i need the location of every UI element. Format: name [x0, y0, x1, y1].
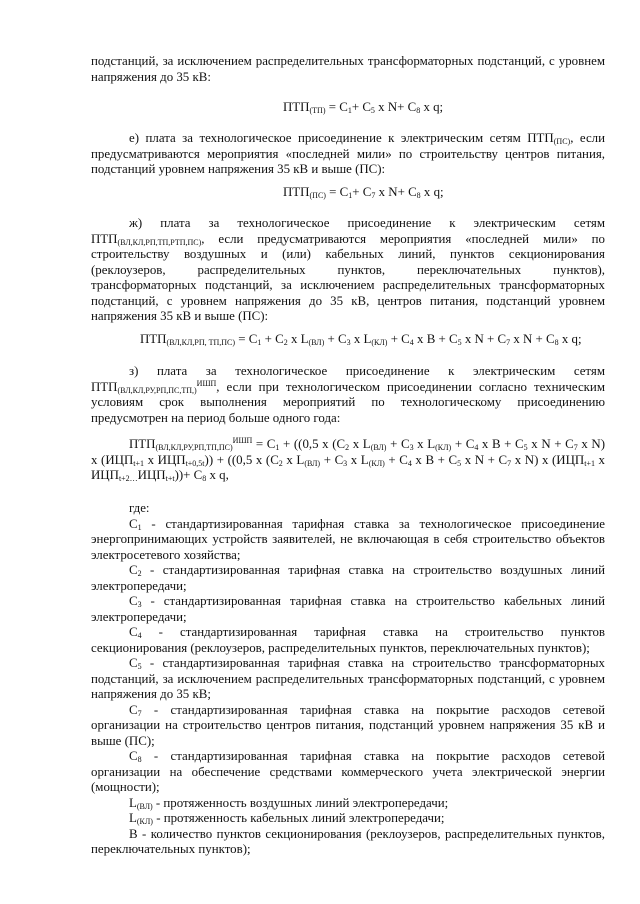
- def-l-vl: $L_{(ВЛ)}$ - протяженность воздушных линий электропередачи;: [129, 795, 449, 811]
- text-line: е) плата за технологическое присоединение к электрическим сетям $ПТП_{(ПС)}$, если: [129, 131, 605, 146]
- formula-ptp-tp: $ПТП_{(ТП)} = C_1+ C_5$ x $N+ C_8$ x q;: [283, 100, 444, 115]
- text-line: (реклоузеров, распределительных пунктов, переключательных пунктов),: [91, 262, 605, 277]
- def-b: B - количество пунктов секционирования (реклоузеров, распределительных пунктов,: [129, 826, 605, 841]
- paragraph-z: [91, 364, 605, 426]
- text-line: $ПТП_{(ВЛ,КЛ,РУ,РП,ПС,ТП,)}^{ИШП}$, если при технологическом присоединении согласно техническим: [91, 378, 605, 395]
- text-line: подстанций, с уровнем напряжения до 35 кВ, центров питания, подстанций уровнем: [91, 293, 605, 308]
- text-line: предусмотрен на период больше одного года:: [91, 410, 341, 425]
- def-c5: $C_5$ - стандартизированная тарифная ставка на строительство трансформаторных: [129, 656, 605, 671]
- def-c7: $C_7$ - стандартизированная тарифная ставка на покрытие расходов сетевой: [129, 702, 605, 718]
- def-c3: $C_3$ - стандартизированная тарифная ставка на строительство кабельных линий: [129, 594, 605, 609]
- text-line: электропередачи;: [91, 578, 187, 593]
- formula-line: x ($ИЦП_{t+1}$ x $ИЦП_{t+0,5t})) + ((0,5$ x ($C_2$ x $L_{(ВЛ)} + C_3$ x $L_{(КЛ)} + C_4$ x $B + C_5$ x $N + C_7$ x N) x ($ИЦП_{t+1}$ x: [91, 452, 606, 468]
- def-c4: $C_4$ - стандартизированная тарифная ставка на строительство пунктов: [129, 625, 605, 640]
- def-l-kl: $L_{(КЛ)}$ - протяженность кабельных линий электропередачи;: [129, 811, 445, 826]
- text-line: переключательных пунктов);: [91, 842, 251, 856]
- formula-ptp-full: $ПТП_{(ВЛ,КЛ,РП, ТП,ПС)} = C_1 + C_2$ x $L_{(ВЛ)} + C_3$ x $L_{(КЛ)} + C_4$ x $B + C_5$ x $N + C_7$ x $N + C_8$ x q;: [140, 332, 582, 347]
- text-line: напряжения до 35 кВ;: [91, 687, 211, 701]
- text-line: подстанций, за исключением распределительных трансформаторных подстанций, с уровнем: [91, 671, 605, 686]
- paragraph-e: [91, 131, 605, 178]
- definitions: [91, 500, 605, 858]
- text-line: напряжения 35 кВ и выше (ПС):: [91, 309, 269, 323]
- text-line: организации на обеспечение средствами коммерческого учета электрической энергии: [91, 764, 605, 779]
- def-c2: $C_2$ - стандартизированная тарифная ставка на строительство воздушных линий: [129, 563, 605, 578]
- formula-ptp-ishp: [91, 437, 605, 484]
- text-line: подстанций, за исключением распределительных трансформаторных подстанций, с уровнем: [91, 54, 605, 68]
- formula-ptp-ps: $ПТП_{(ПС)} = C_1+ C_7$ x $N+ C_8$ x q;: [283, 185, 444, 200]
- text-line: $ПТП_{(ВЛ,КЛ,РП,ТП,РТП,ПС)}$, если предусматриваются мероприятия «последней мили» по: [91, 231, 605, 247]
- text-line: (мощности);: [91, 780, 160, 794]
- text-line: трансформаторных подстанций, за исключением распределительных трансформаторных: [91, 278, 605, 292]
- paragraph-zh: [91, 216, 605, 325]
- text-line: подстанций уровнем напряжения 35 кВ и выше (ПС):: [91, 162, 386, 176]
- text-line: электросетевого хозяйства;: [91, 547, 241, 562]
- text-line: предусматриваются мероприятия «последней мили» по строительству центров питания,: [91, 146, 605, 161]
- text-line: ж) плата за технологическое присоединение к электрическим сетям: [129, 216, 605, 230]
- formula-line: $ИЦП_{t+2\dots}ИЦП_{t+t}))+ C_8$ x q,: [91, 468, 229, 483]
- text-line: секционирования (реклоузеров, распределительных пунктов, переключательных пунктов);: [91, 640, 590, 655]
- text-line: электропередачи;: [91, 609, 187, 624]
- text-line: энергопринимающих устройств заявителей, не включающая в себя строительство объектов: [91, 532, 605, 546]
- definitions-where: где:: [129, 501, 150, 515]
- def-c8: $C_8$ - стандартизированная тарифная ставка на покрытие расходов сетевой: [129, 749, 605, 764]
- text-line: напряжения до 35 кВ:: [91, 69, 211, 84]
- text-line: строительству воздушных и (или) кабельных линий, пунктов секционирования: [91, 247, 605, 261]
- text-line: з) плата за технологическое присоединение к электрическим сетям: [129, 364, 605, 378]
- text-line: условиям срок выполнения мероприятий по технологическому присоединению: [91, 395, 605, 409]
- def-c1: $C_1$ - стандартизированная тарифная ставка за технологическое присоединение: [129, 516, 605, 532]
- paragraph-continuation: [91, 54, 605, 85]
- text-line: выше (ПС);: [91, 733, 155, 748]
- text-line: организации на строительство центров питания, подстанций уровнем напряжения 35 кВ и: [91, 718, 605, 732]
- formula-line: $ПТП_{(ВЛ,КЛ,РУ,РП,ТП,ПС)}^{ИШП} = C_1 + ((0,5$ x ($C_2$ x $L_{(ВЛ)} + C_3$ x $L_{(КЛ)} + C_4$ x $B + C_5$ x $N + C_7$ x N): [129, 436, 605, 452]
